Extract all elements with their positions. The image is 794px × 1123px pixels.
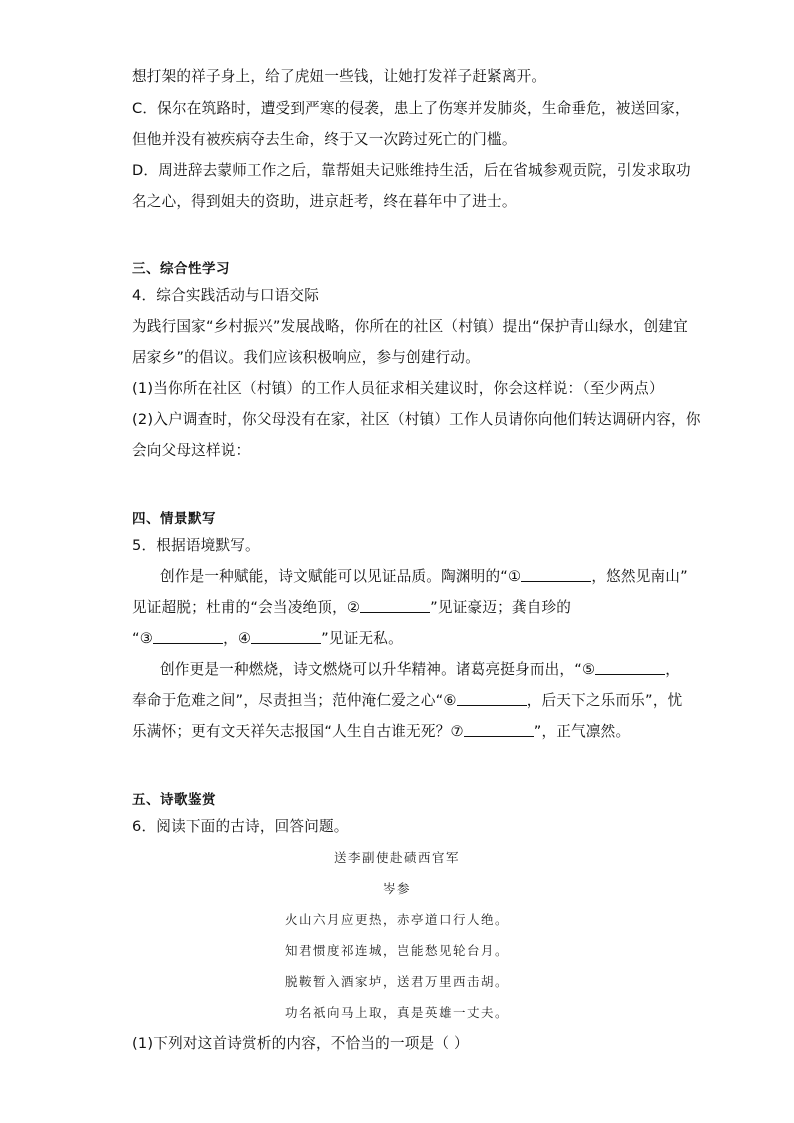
poem-author: 岑参 — [382, 881, 411, 896]
q3-option-d-line1: D．周进辞去蒙师工作之后，靠帮姐夫记账维持生活，后在省城参观贡院，引发求取功 — [132, 162, 691, 179]
q5-para2-line3 — [132, 721, 630, 743]
q4-subquestion-2-line1: (2)入户调查时，你父母没有在家，社区（村镇）工作人员请你向他们转达调研内容，你 — [132, 411, 701, 428]
q3-option-c-line2: 但他并没有被疾病夺去生命，终于又一次跨过死亡的门槛。 — [132, 131, 517, 148]
q4-subquestion-1: (1)当你所在社区（村镇）的工作人员征求相关建议时，你会这样说：（至少两点） — [132, 380, 664, 397]
q5-title: 5．根据语境默写。 — [132, 537, 260, 554]
poem-line-2: 知君惯度祁连城，岂能愁见轮台月。 — [284, 943, 509, 958]
q3-text-line: 想打架的祥子身上，给了虎妞一些钱，让她打发祥子赶紧离开。 — [132, 68, 547, 85]
q4-subquestion-2-line2: 会向父母这样说： — [132, 442, 251, 459]
q3-option-c-line1: C．保尔在筑路时，遭受到严寒的侵袭，患上了伤寒并发肺炎，生命垂危，被送回家， — [132, 100, 690, 117]
blank-marker-2: ② — [346, 599, 361, 616]
fill-blank-5[interactable] — [595, 659, 665, 675]
q5-text: 奉命于危难之间”，尽责担当；范仲淹仁爱之心“ — [132, 692, 444, 709]
q5-para1-line3 — [132, 628, 403, 650]
fill-blank-3[interactable] — [153, 628, 223, 644]
fill-blank-2[interactable] — [360, 597, 430, 613]
blank-marker-5: ⑤ — [582, 661, 596, 678]
q4-intro-line1: 为践行国家“乡村振兴”发展战略，你所在的社区（村镇）提出“保护青山绿水，创建宜 — [132, 318, 688, 335]
q5-text: “ — [132, 630, 140, 647]
q5-para1-line2 — [132, 597, 571, 619]
q5-text: 见证超脱；杜甫的“会当凌绝顶， — [132, 599, 347, 616]
fill-blank-6[interactable] — [457, 690, 527, 706]
q5-para1-line1 — [160, 566, 688, 588]
q6-title: 6．阅读下面的古诗，回答问题。 — [132, 818, 349, 835]
q5-para2-line1 — [160, 659, 680, 681]
q3-option-d-line2: 名之心，得到姐夫的资助，进京赶考，终在暮年中了进士。 — [132, 193, 517, 210]
section-3-title: 三、综合性学习 — [132, 261, 230, 277]
q5-text: ，悠然见南山” — [591, 568, 688, 585]
q5-text: ”，正气凛然。 — [533, 723, 631, 740]
q4-title: 4．综合实践活动与口语交际 — [132, 287, 320, 304]
blank-marker-3: ③ — [139, 630, 154, 647]
poem-line-4: 功名祇向马上取，真是英雄一丈夫。 — [284, 1005, 509, 1020]
blank-marker-7: ⑦ — [450, 723, 464, 740]
q5-text: 乐满怀；更有文天祥矢志报国“人生自古谁无死？ — [132, 723, 451, 740]
fill-blank-4[interactable] — [251, 628, 321, 644]
q4-intro-line2: 居家乡”的倡议。我们应该积极响应，参与创建行动。 — [132, 349, 481, 366]
poem-line-1: 火山六月应更热，赤亭道口行人绝。 — [284, 912, 509, 927]
poem-line-3: 脱鞍暂入酒家垆，送君万里西击胡。 — [284, 974, 509, 989]
q5-text: ， — [223, 630, 238, 647]
blank-marker-4: ④ — [237, 630, 252, 647]
blank-marker-1: ① — [508, 568, 522, 585]
poem-title: 送李副使赴碛西官军 — [333, 850, 460, 865]
q5-text: ，后天下之乐而乐”，忧 — [526, 692, 683, 709]
q5-text: 创作是一种赋能，诗文赋能可以见证品质。陶渊明的“ — [160, 568, 509, 585]
q5-text: 创作更是一种燃烧，诗文燃烧可以升华精神。诸葛亮挺身而出，“ — [160, 661, 582, 678]
section-5-title: 五、诗歌鉴赏 — [132, 792, 216, 808]
fill-blank-7[interactable] — [464, 721, 534, 737]
q5-text: ”见证豪迈；龚自珍的 — [430, 599, 572, 616]
fill-blank-1[interactable] — [521, 566, 591, 582]
q6-subquestion-1: (1)下列对这首诗赏析的内容，不恰当的一项是（ ） — [132, 1035, 469, 1052]
q5-text: ， — [665, 661, 681, 678]
q5-text: ”见证无私。 — [321, 630, 403, 647]
blank-marker-6: ⑥ — [443, 692, 457, 709]
q5-para2-line2 — [132, 690, 682, 712]
section-4-title: 四、情景默写 — [132, 511, 216, 527]
